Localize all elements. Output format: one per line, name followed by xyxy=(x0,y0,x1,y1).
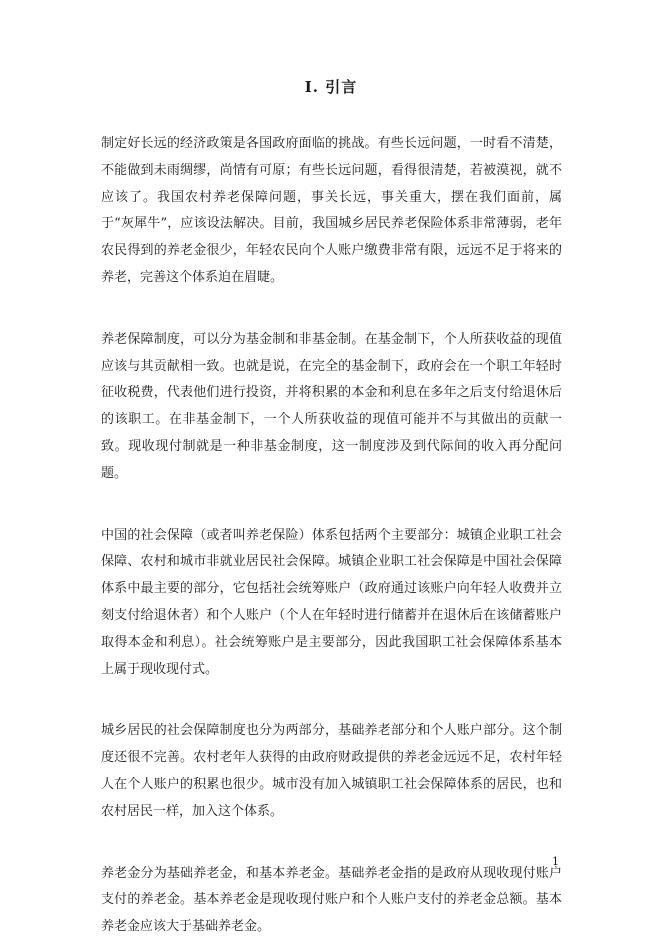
paragraph-china-social-security: 中国的社会保障（或者叫养老保险）体系包括两个主要部分：城镇企业职工社会保障、农村和城市非就业居民社会保障。城镇企业职工社会保障是中国社会保障体系中最主要的部分，它包括社会统筹账户（政府通过该账户向年轻人收费并立刻支付给退休者）和个人账户（个人在年轻时进行储蓄并在退休后在该储蓄账户取得本金和利息）。社会统筹账户是主要部分，因此我国职工社会保障体系基本上属于现收现付式。 xyxy=(101,527,562,677)
page-number: 1 xyxy=(552,855,559,868)
paragraph-intro: 制定好长远的经济政策是各国政府面临的挑战。有些长远问题，一时看不清楚，不能做到未雨绸缪，尚情有可原；有些长远问题，看得很清楚，若被漠视，就不应该了。我国农村养老保障问题，事关长远，事关重大，摆在我们面前，属于“灰犀牛”，应该设法解决。目前，我国城乡居民养老保险体系非常薄弱，老年农民得到的养老金很少，年轻农民向个人账户缴费非常有限，远远不足于将来的养老，完善这个体系迫在眉睫。 xyxy=(101,136,562,285)
paragraph-pension-system-types: 养老保障制度，可以分为基金制和非基金制。在基金制下，个人所获收益的现值应该与其贡献相一致。也就是说，在完全的基金制下，政府会在一个职工年轻时征收税费，代表他们进行投资，并将积累的本金和利息在多年之后支付给退休后的该职工。在非基金制下，一个人所获收益的现值可能并不与其做出的贡献一致。现收现付制就是一种非基金制度，这一制度涉及到代际间的收入再分配问题。 xyxy=(101,331,562,481)
section-title: I. 引言 xyxy=(304,78,358,96)
document-body xyxy=(101,131,562,941)
paragraph-urban-rural-residents: 城乡居民的社会保障制度也分为两部分，基础养老部分和个人账户部分。这个制度还很不完善。农村老年人获得的由政府财政提供的养老金远远不足，农村年轻人在个人账户的积累也很少。城市没有加入城镇职工社会保障体系的居民，也和农村居民一样，加入这个体系。 xyxy=(101,723,562,819)
paragraph-pension-definitions: 养老金分为基础养老金，和基本养老金。基础养老金指的是政府从现收现付账户支付的养老金。基本养老金是现收现付账户和个人账户支付的养老金总额。基本养老金应该大于基础养老金。 xyxy=(101,865,562,935)
